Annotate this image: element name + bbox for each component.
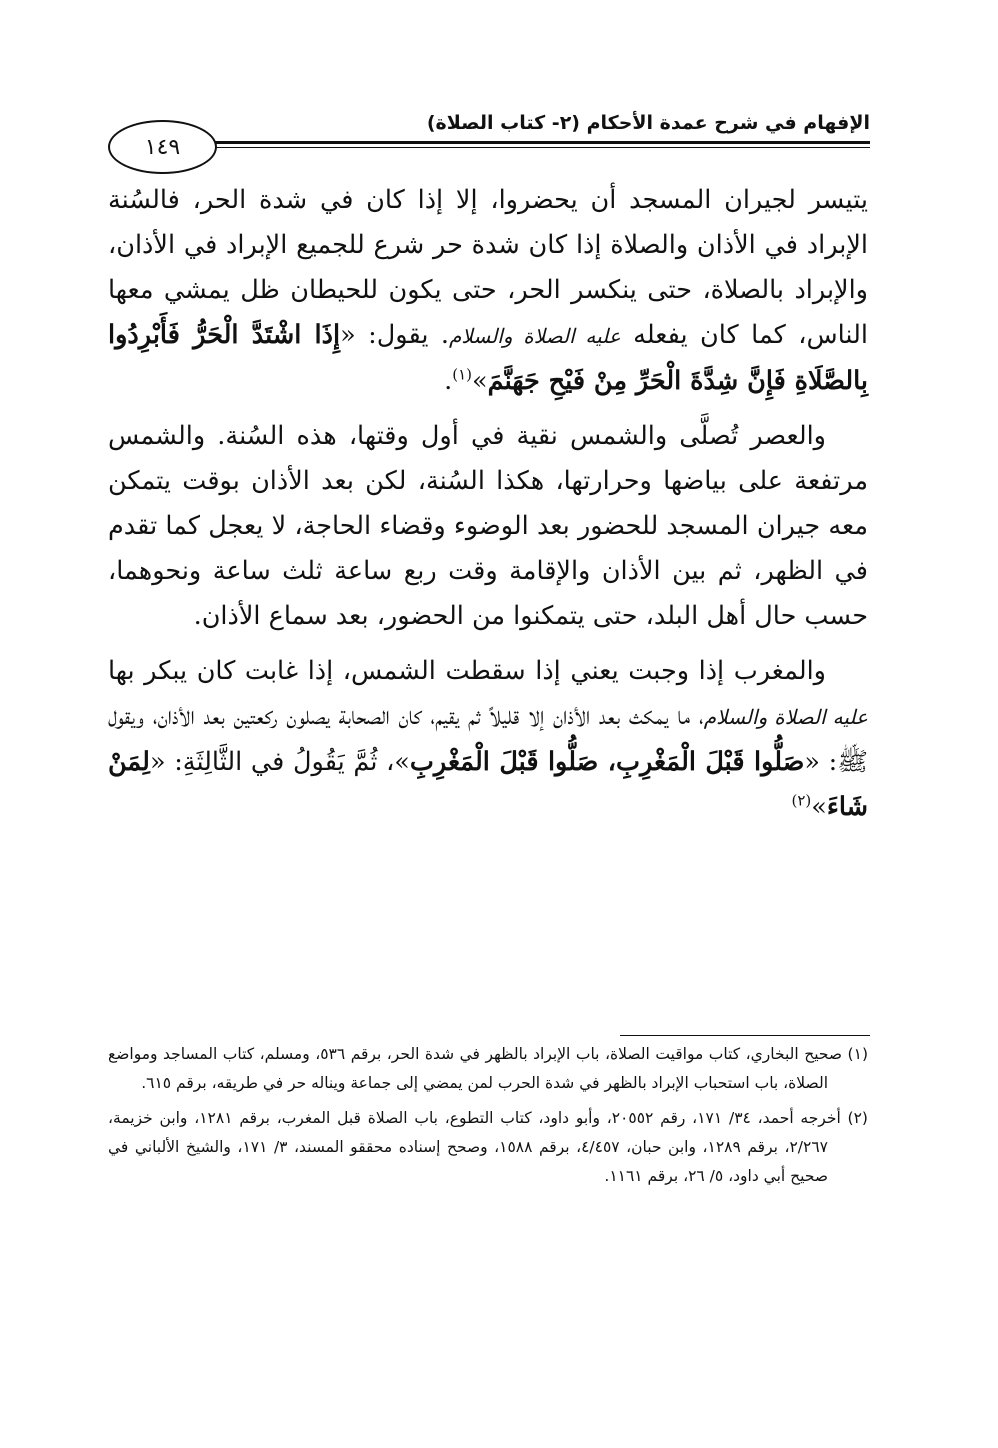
paragraph-1-end: . (444, 366, 453, 396)
hadith-quote: صَلُّوا قَبْلَ الْمَغْرِبِ، صَلُّوا قَبْلَ الْمَغْرِبِ (409, 747, 805, 777)
paragraph-3-text: والمغرب إذا وجبت يعني إذا سقطت الشمس، إذا غابت كان يبكر بها (108, 656, 826, 686)
paragraph-3 (108, 649, 868, 830)
hadith-quote: إِذَا اشْتَدَّ الْحَرُّ فَأَبْرِدُوا بِالصَّلَاةِ فَإِنَّ شِدَّةَ الْحَرِّ مِنْ فَيْحِ جَهَنَّمَ (108, 320, 868, 396)
paragraph-1 (108, 178, 868, 404)
running-header-title: الإفهام في شرح عمدة الأحكام (٢- كتاب الصلاة) (426, 112, 870, 134)
footnote-separator (620, 1035, 870, 1036)
footnotes (108, 1040, 868, 1197)
footnote-ref-1[interactable]: (١) (452, 365, 473, 384)
footnote-ref-2[interactable]: (٢) (791, 791, 812, 810)
paragraph-3-text-3: »، ثُمَّ يَقُولُ في الثَّالِثَةِ: « (149, 747, 410, 777)
page-number: ١٤٩ (108, 120, 217, 174)
paragraph-1-text-2: . يقول: « (340, 320, 450, 350)
footnote-1: (١) صحيح البخاري، كتاب مواقيت الصلاة، باب الإبراد بالظهر في شدة الحر، برقم ٥٣٦، ومسلم، كتاب المساجد ومواضع الصلاة، باب استحباب الإبراد بالظهر في شدة الحرب لمن يمضي إلى جماعة ويناله حر في طريقه، برقم ٦١٥. (108, 1045, 868, 1092)
paragraph-1-text: يتيسر لجيران المسجد أن يحضروا، إلا إذا كان في شدة الحر، فالسُنة الإبراد في الأذان والصلاة إذا كان شدة حر شرع للجميع الإبراد في الأذان، والإبراد بالصلاة، حتى ينكسر الحر، حتى يكون للحيطان ظل يمشي معها الناس، كما كان يفعله (108, 185, 868, 350)
honorific: عليه الصلاة والسلام (703, 705, 868, 729)
honorific: عليه الصلاة والسلام (449, 324, 621, 348)
paragraph-2: والعصر تُصلَّى والشمس نقية في أول وقتها، هذه السُنة. والشمس مرتفعة على بياضها وحرارتها، هكذا السُنة، لكن بعد الأذان بوقت يتمكن معه جيران المسجد للحضور بعد الوضوء وقضاء الحاجة، لا يعجل كما تقدم في الظهر، ثم بين الأذان والإقامة وقت ربع ساعة ثلث ساعة ونحوهما، حسب حال أهل البلد، حتى يتمكنوا من الحضور، بعد سماع الأذان. (108, 421, 868, 631)
hadith-quote-2: لِمَنْ شَاءَ (108, 747, 868, 822)
header-rule (205, 141, 870, 148)
quote-close: » (472, 366, 488, 396)
main-text (108, 178, 868, 840)
quote-close: » (811, 792, 827, 822)
footnote-2: (٢) أخرجه أحمد، ٣٤/ ١٧١، رقم ٢٠٥٥٢، وأبو داود، كتاب التطوع، باب الصلاة قبل المغرب، برقم ١٢٨١، وابن خزيمة، ٢/٢٦٧، برقم ١٢٨٩، وابن حبان، ٤/٤٥٧، برقم ١٥٨٨، وصحح إسناده محققو المسند، ٣/ ١٧١، والشيخ الألباني في صحيح أبي داود، ٥/ ٢٦، برقم ١١٦١. (108, 1109, 868, 1185)
paragraph-3-text-2: ، ما يمكث بعد الأذان إلا قليلاً ثم يقيم، كان الصحابة يصلون ركعتين بعد الأذان، ويقول ﷺ: « (108, 701, 868, 777)
